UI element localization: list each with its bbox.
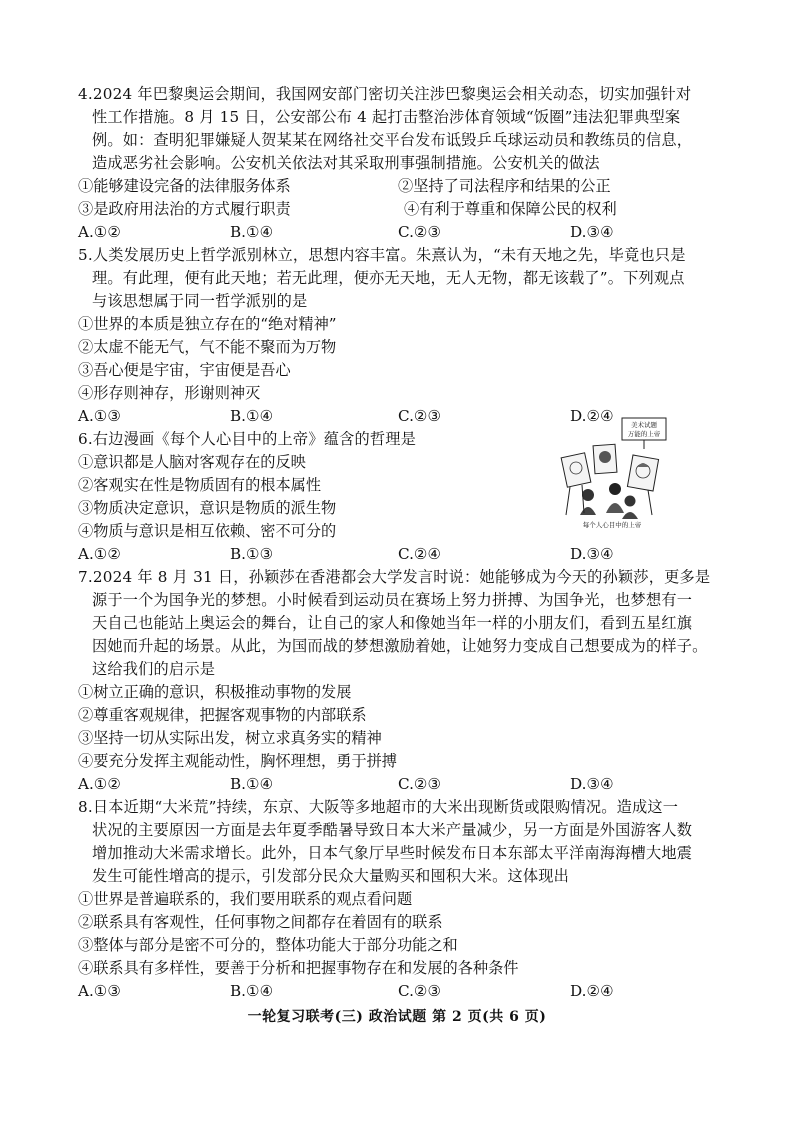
statement: ④形存则神存，形谢则神灭 <box>78 384 261 402</box>
statement: ③整体与部分是密不可分的，整体功能大于部分功能之和 <box>78 936 458 954</box>
statement: ②联系具有客观性，任何事物之间都存在着固有的联系 <box>78 913 443 931</box>
answer-option-b: B.①④ <box>230 223 274 241</box>
question-text: 8.日本近期“大米荒”持续，东京、大阪等多地超市的大米出现断货或限购情况。造成这一 <box>78 798 679 816</box>
answer-option-b: B.①④ <box>230 982 274 1000</box>
answer-option-c: C.②③ <box>398 223 442 241</box>
answer-option-d: D.③④ <box>570 223 614 241</box>
statement: ①能够建设完备的法律服务体系 <box>78 177 291 195</box>
question-text: 造成恶劣社会影响。公安机关依法对其采取刑事强制措施。公安机关的做法 <box>92 154 600 172</box>
answer-option-b: B.①③ <box>230 545 274 563</box>
answer-option-c: C.②③ <box>398 775 442 793</box>
statement: ②客观实在性是物质固有的根本属性 <box>78 476 321 494</box>
answer-option-d: D.③④ <box>570 775 614 793</box>
question-text: 例。如：查明犯罪嫌疑人贺某某在网络社交平台发布诋毁乒乓球运动员和教练员的信息， <box>92 131 693 149</box>
statement: ①意识都是人脑对客观存在的反映 <box>78 453 306 471</box>
cartoon-sign-line2: 万能的上帝 <box>627 430 661 438</box>
question-text: 理。有此理，便有此天地；若无此理，便亦无天地，无人无物，都无该载了”。下列观点 <box>92 269 685 287</box>
answer-option-a: A.①③ <box>78 407 122 425</box>
statement: ③坚持一切从实际出发，树立求真务实的精神 <box>78 729 382 747</box>
statement: ②太虚不能无气，气不能不聚而为万物 <box>78 338 337 356</box>
statement: ④联系具有多样性，要善于分析和把握事物存在和发展的各种条件 <box>78 959 519 977</box>
answer-option-c: C.②④ <box>398 545 442 563</box>
answer-option-a: A.①② <box>78 545 122 563</box>
cartoon-caption: 每个人心目中的上帝 <box>582 521 642 529</box>
statement: ④有利于尊重和保障公民的权利 <box>404 200 617 218</box>
question-text: 6.右边漫画《每个人心目中的上帝》蕴含的哲理是 <box>78 430 417 448</box>
statement: ①树立正确的意识，积极推动事物的发展 <box>78 683 352 701</box>
statement: ④要充分发挥主观能动性，胸怀理想，勇于拼搏 <box>78 752 397 770</box>
question-text: 5.人类发展历史上哲学派别林立，思想内容丰富。朱熹认为，“未有天地之先，毕竟也只是 <box>78 246 686 264</box>
question-text: 天自己也能站上奥运会的舞台，让自己的家人和像她当年一样的小朋友们，看到五星红旗 <box>92 614 693 632</box>
question-text: 增加推动大米需求增长。此外，日本气象厅早些时候发布日本东部太平洋南海海槽大地震 <box>92 844 693 862</box>
cartoon-illustration <box>560 415 670 530</box>
question-text: 7.2024 年 8 月 31 日，孙颖莎在香港都会大学发言时说：她能够成为今天的孙颖莎，更多是 <box>78 568 711 586</box>
statement: ①世界的本质是独立存在的“绝对精神” <box>78 315 337 333</box>
answer-option-a: A.①② <box>78 775 122 793</box>
question-text: 4.2024 年巴黎奥运会期间，我国网安部门密切关注涉巴黎奥运会相关动态，切实加强针对 <box>78 85 692 103</box>
question-text: 与该思想属于同一哲学派别的是 <box>92 292 308 310</box>
statement: ②尊重客观规律，把握客观事物的内部联系 <box>78 706 367 724</box>
answer-option-a: A.①② <box>78 223 122 241</box>
statement: ③物质决定意识，意识是物质的派生物 <box>78 499 337 517</box>
answer-option-d: D.②④ <box>570 407 614 425</box>
answer-option-d: D.②④ <box>570 982 614 1000</box>
question-text: 这给我们的启示是 <box>92 660 216 678</box>
answer-option-b: B.①④ <box>230 775 274 793</box>
question-text: 性工作措施。8 月 15 日，公安部公布 4 起打击整治涉体育领域“饭圈”违法犯罪典型案 <box>92 108 681 126</box>
answer-option-a: A.①③ <box>78 982 122 1000</box>
answer-option-c: C.②③ <box>398 982 442 1000</box>
statement: ①世界是普遍联系的，我们要用联系的观点看问题 <box>78 890 413 908</box>
statement: ④物质与意识是相互依赖、密不可分的 <box>78 522 337 540</box>
question-text: 发生可能性增高的提示，引发部分民众大量购买和囤积大米。这体现出 <box>92 867 570 885</box>
answer-option-d: D.③④ <box>570 545 614 563</box>
question-text: 状况的主要原因一方面是去年夏季酷暑导致日本大米产量减少，另一方面是外国游客人数 <box>92 821 693 839</box>
answer-option-c: C.②③ <box>398 407 442 425</box>
page-footer: 一轮复习联考(三) 政治试题 第 2 页(共 6 页) <box>247 1009 547 1025</box>
statement: ②坚持了司法程序和结果的公正 <box>398 177 611 195</box>
statement: ③吾心便是宇宙，宇宙便是吾心 <box>78 361 291 379</box>
question-text: 因她而升起的场景。从此，为国而战的梦想激励着她，让她努力变成自己想要成为的样子。 <box>92 637 708 655</box>
question-text: 源于一个为国争光的梦想。小时候看到运动员在赛场上努力拼搏、为国争光，也梦想有一 <box>92 591 693 609</box>
statement: ③是政府用法治的方式履行职责 <box>78 200 291 218</box>
answer-option-b: B.①④ <box>230 407 274 425</box>
cartoon-sign-line1: 美术试题 <box>631 421 657 429</box>
